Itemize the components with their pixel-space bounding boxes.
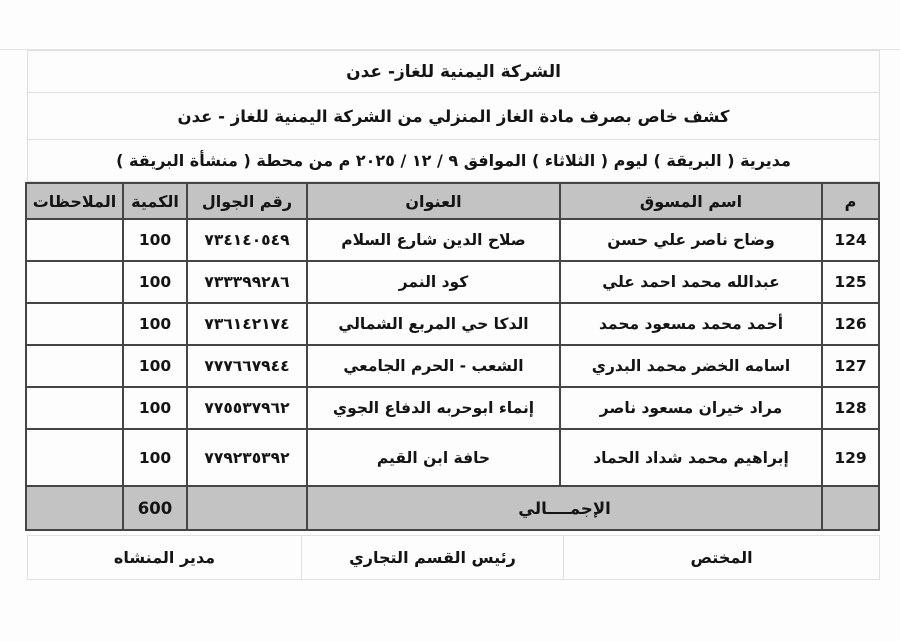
serial-cell: 126 <box>822 303 879 345</box>
signature-commercial-head-label: رئيس القسم التجاري <box>349 548 516 567</box>
total-row <box>26 486 879 530</box>
phone-cell: ٧٧٧٦٦٧٩٤٤ <box>187 345 307 387</box>
table-row <box>26 429 879 486</box>
statement-title <box>27 93 880 140</box>
header-serial: م <box>822 183 879 219</box>
marketer-name-cell: عبدالله محمد احمد علي <box>560 261 822 303</box>
serial-cell: 129 <box>822 429 879 486</box>
signature-specialist-label: المختص <box>690 548 753 567</box>
quantity-cell: 100 <box>123 219 187 261</box>
notes-cell <box>26 303 123 345</box>
notes-cell <box>26 429 123 486</box>
total-quantity-cell: 600 <box>123 486 187 530</box>
notes-cell <box>26 387 123 429</box>
quantity-cell: 100 <box>123 345 187 387</box>
marketer-name-cell: وضاح ناصر علي حسن <box>560 219 822 261</box>
serial-cell: 125 <box>822 261 879 303</box>
marketer-name-cell: مراد خيران مسعود ناصر <box>560 387 822 429</box>
phone-cell: ٧٣٤١٤٠٥٤٩ <box>187 219 307 261</box>
signature-commercial-head <box>301 535 563 580</box>
distribution-table <box>25 182 880 531</box>
phone-cell: ٧٧٩٢٣٥٣٩٢ <box>187 429 307 486</box>
address-cell: صلاح الدين شارع السلام <box>307 219 560 261</box>
table-row <box>26 303 879 345</box>
district-date-line <box>27 140 880 182</box>
notes-cell <box>26 219 123 261</box>
quantity-cell: 100 <box>123 303 187 345</box>
notes-cell <box>26 345 123 387</box>
phone-cell: ٧٣٦١٤٢١٧٤ <box>187 303 307 345</box>
phone-cell: ٧٧٥٥٣٧٩٦٢ <box>187 387 307 429</box>
header-quantity: الكمية <box>123 183 187 219</box>
serial-cell: 124 <box>822 219 879 261</box>
address-cell: الشعب - الحرم الجامعي <box>307 345 560 387</box>
address-cell: الدكا حي المربع الشمالي <box>307 303 560 345</box>
table-header-row <box>26 183 879 219</box>
gas-distribution-document <box>27 50 880 580</box>
phone-cell: ٧٣٣٣٩٩٢٨٦ <box>187 261 307 303</box>
marketer-name-cell: أحمد محمد مسعود محمد <box>560 303 822 345</box>
table-row <box>26 387 879 429</box>
address-cell: كود النمر <box>307 261 560 303</box>
district-date-text: مديرية ( البريقة ) ليوم ( الثلاثاء ) الموافق ٩ / ١٢ / ٢٠٢٥ م من محطة ( منشأة البريقة ) <box>116 151 791 170</box>
header-address: العنوان <box>307 183 560 219</box>
total-label-cell: الإجمــــالي <box>307 486 822 530</box>
address-cell: إنماء ابوحربه الدفاع الجوي <box>307 387 560 429</box>
total-notes-cell <box>26 486 123 530</box>
table-row <box>26 345 879 387</box>
quantity-cell: 100 <box>123 429 187 486</box>
table-row <box>26 219 879 261</box>
marketer-name-cell: اسامه الخضر محمد البدري <box>560 345 822 387</box>
company-title-text: الشركة اليمنية للغاز- عدن <box>346 61 561 82</box>
header-marketer-name: اسم المسوق <box>560 183 822 219</box>
header-phone: رقم الجوال <box>187 183 307 219</box>
header-notes: الملاحظات <box>26 183 123 219</box>
total-phone-cell <box>187 486 307 530</box>
company-title <box>27 50 880 93</box>
marketer-name-cell: إبراهيم محمد شداد الحماد <box>560 429 822 486</box>
quantity-cell: 100 <box>123 387 187 429</box>
total-serial-cell <box>822 486 879 530</box>
serial-cell: 128 <box>822 387 879 429</box>
signature-facility-manager-label: مدير المنشاه <box>113 548 216 567</box>
signature-specialist <box>563 535 880 580</box>
signatures-row <box>27 535 880 580</box>
address-cell: حافة ابن القيم <box>307 429 560 486</box>
notes-cell <box>26 261 123 303</box>
statement-title-text: كشف خاص بصرف مادة الغاز المنزلي من الشركة اليمنية للغاز - عدن <box>177 106 730 126</box>
table-row <box>26 261 879 303</box>
signature-facility-manager <box>27 535 301 580</box>
quantity-cell: 100 <box>123 261 187 303</box>
serial-cell: 127 <box>822 345 879 387</box>
